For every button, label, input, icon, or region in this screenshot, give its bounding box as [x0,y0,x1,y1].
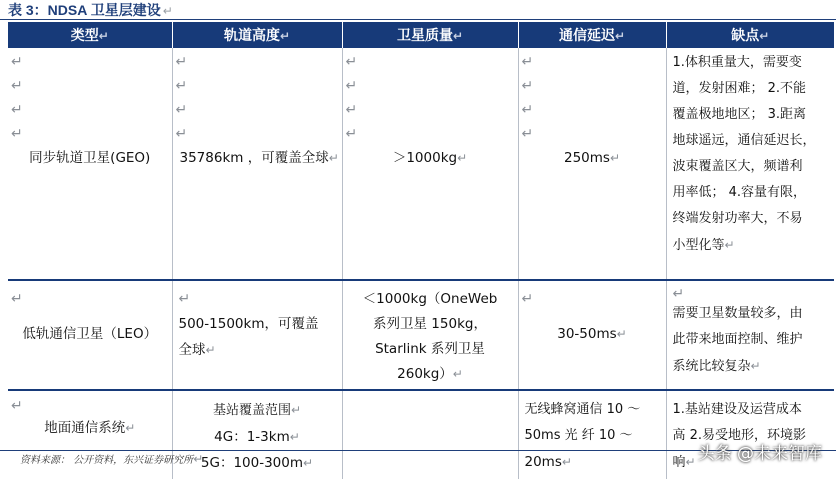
mass-value: ＞1000kg [392,150,458,166]
paragraph-mark-icon: ↵ [724,238,735,252]
cons-line: 系统比较复杂 [672,359,751,374]
cons-line: 高 2.易受地形，环境影 [672,428,807,443]
header-orbit: 轨道高度↵ [172,22,342,48]
cell-mass [342,48,518,280]
cell-mass [342,395,518,479]
table-title [8,0,173,20]
paragraph-mark-icon: ↵ [521,102,534,118]
paragraph-mark-icon: ↵ [345,54,358,70]
cell-type [8,395,172,479]
header-latency: 通信延迟↵ [518,22,666,48]
paragraph-mark-icon: ↵ [178,291,191,307]
paragraph-mark-icon: ↵ [11,126,23,142]
mass-line: ＜1000kg（OneWeb [362,291,498,307]
paragraph-mark-icon: ↵ [759,29,770,43]
latency-line: 20ms [524,454,562,470]
paragraph-mark-icon: ↵ [521,126,534,142]
paragraph-mark-icon: ↵ [175,126,188,142]
cell-orbit [172,395,342,479]
paragraph-mark-icon: ↵ [614,29,626,43]
header-row [8,22,834,48]
paragraph-mark-icon: ↵ [279,29,291,43]
orbit-line: 5G：100-300m [200,455,304,471]
cons-line: 用率低； 4.容量有限， [672,185,807,200]
paragraph-mark-icon: ↵ [98,29,109,43]
paragraph-mark-icon: ↵ [521,78,534,94]
cons-line: 需要卫星数量较多，由 [672,306,803,321]
mass-line: Starlink 系列卫星 [375,341,485,357]
latency-value: 30-50ms [557,326,617,342]
header-cons: 缺点↵ [666,22,834,48]
paragraph-mark-icon: ↵ [685,455,696,469]
type-label: 同步轨道卫星(GEO) [29,150,151,166]
title-rule [0,19,836,20]
cell-orbit [172,285,342,390]
header-type: 类型↵ [8,22,172,48]
type-label: 地面通信系统 [44,420,126,436]
cell-type [8,285,172,390]
paragraph-mark-icon: ↵ [345,102,358,118]
cons-line: 波束覆盖区大，频谱利 [672,159,803,174]
paragraph-mark-icon: ↵ [289,430,300,444]
ndsa-table [8,22,834,479]
cons-line: 1.基站建设及运营成本 [672,402,802,417]
paragraph-mark-icon: ↵ [750,359,761,373]
cons-line: 1.体积重量大，需要变 [672,55,802,70]
latency-line: 50ms 光 纤 10 ～ [524,428,633,443]
orbit-line: 基站覆盖范围 [212,403,291,418]
paragraph-mark-icon: ↵ [303,456,314,470]
paragraph-mark-icon: ↵ [175,54,188,70]
orbit-line: 500-1500km，可覆盖 [178,316,319,332]
paragraph-mark-icon: ↵ [452,29,464,43]
paragraph-mark-icon: ↵ [11,398,23,414]
table-row [8,285,834,390]
paragraph-mark-icon: ↵ [175,102,188,118]
cons-line: 终端发射功率大，不易 [672,211,803,226]
cell-latency [518,395,666,479]
paragraph-mark-icon: ↵ [521,54,534,70]
paragraph-mark-icon: ↵ [11,291,23,307]
header-mass: 卫星质量↵ [342,22,518,48]
cons-line: 道，发射困难； 2.不能 [672,81,807,96]
cell-latency [518,285,666,390]
latency-value: 250ms [563,150,610,166]
cell-cons [666,48,834,280]
cell-cons [666,395,834,479]
cons-line: 响 [672,455,686,470]
paragraph-mark-icon: ↵ [328,151,339,165]
paragraph-mark-icon: ↵ [193,452,204,466]
paragraph-mark-icon: ↵ [11,54,23,70]
paragraph-mark-icon: ↵ [11,102,23,118]
table-row [8,395,834,479]
watermark: 头条 @未来智库 [697,444,822,464]
paragraph-mark-icon: ↵ [672,286,685,302]
latency-line: 无线蜂窝通信 10 ～ [524,402,641,417]
orbit-line: 全球 [178,342,206,358]
paragraph-mark-icon: ↵ [609,151,620,165]
paragraph-mark-icon: ↵ [561,455,572,469]
mass-line: 系列卫星 150kg， [373,316,487,332]
paragraph-mark-icon: ↵ [345,78,358,94]
cons-line: 覆盖极地地区； 3.距离 [672,107,807,122]
source-note [20,451,203,466]
table-title-text: 表 3：NDSA 卫星层建设 [8,2,161,18]
paragraph-mark-icon: ↵ [616,327,627,341]
paragraph-mark-icon: ↵ [452,367,463,381]
paragraph-mark-icon: ↵ [162,4,173,18]
cons-line: 小型化等 [672,238,725,253]
paragraph-mark-icon: ↵ [205,343,216,357]
orbit-line: 4G：1-3km [214,429,290,445]
paragraph-mark-icon: ↵ [457,151,468,165]
table-row [8,48,834,280]
paragraph-mark-icon: ↵ [125,421,136,435]
cons-line: 此带来地面控制、维护 [672,332,803,347]
mass-line: 260kg） [397,366,453,382]
cell-mass [342,285,518,390]
paragraph-mark-icon: ↵ [175,78,188,94]
cell-latency [518,48,666,280]
paragraph-mark-icon: ↵ [290,403,302,417]
orbit-value: 35786km ，可覆盖全球 [179,150,329,166]
cell-orbit [172,48,342,280]
cell-type [8,48,172,280]
cell-cons [666,285,834,390]
paragraph-mark-icon: ↵ [521,291,534,307]
source-text: 资料来源： 公开资料，东兴证券研究所 [20,455,194,466]
type-label: 低轨通信卫星（LEO） [22,326,158,342]
cons-line: 地球遥远，通信延迟长， [672,133,816,148]
paragraph-mark-icon: ↵ [345,126,358,142]
paragraph-mark-icon: ↵ [11,78,23,94]
